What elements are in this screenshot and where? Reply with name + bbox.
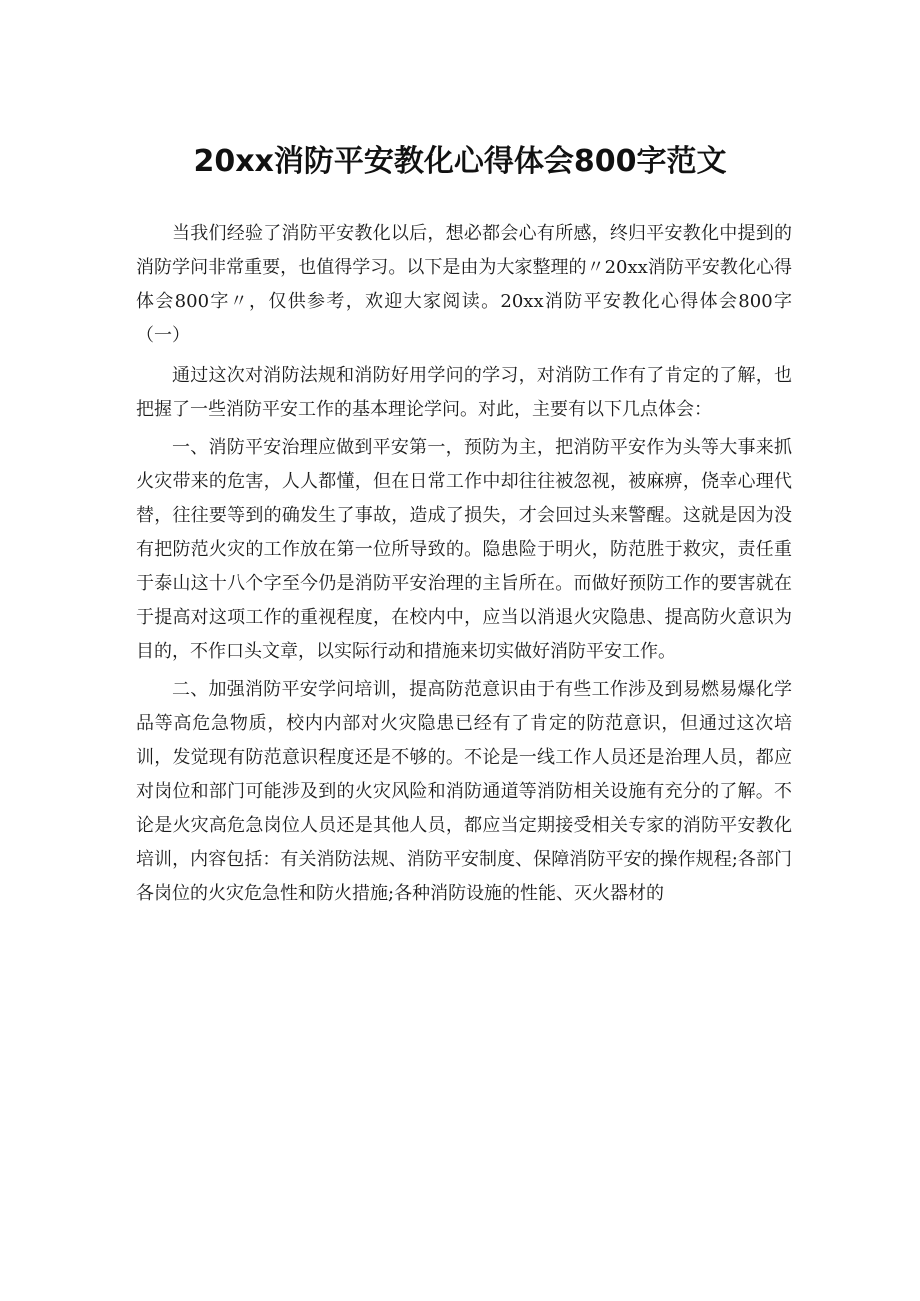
paragraph-point-one: 一、消防平安治理应做到平安第一，预防为主，把消防平安作为头等大事来抓火灾带来的危害，人人都懂，但在日常工作中却往往被忽视，被麻痹，侥幸心理代替，往往要等到的确发生了事故，造成了损失，才会回过头来警醒。这就是因为没有把防范火灾的工作放在第一位所导致的。隐患险于明火，防范胜于救灾，责任重于泰山这十八个字至今仍是消防平安治理的主旨所在。而做好预防工作的要害就在于提高对这项工作的重视程度，在校内中，应当以消退火灾隐患、提高防火意识为目的，不作口头文章，以实际行动和措施来切实做好消防平安工作。 <box>136 437 792 662</box>
paragraph-point-two: 二、加强消防平安学问培训，提高防范意识由于有些工作涉及到易燃易爆化学品等高危急物质，校内内部对火灾隐患已经有了肯定的防范意识，但通过这次培训，发觉现有防范意识程度还是不够的。不论是一线工作人员还是治理人员，都应对岗位和部门可能涉及到的火灾风险和消防通道等消防相关设施有充分的了解。不论是火灾高危急岗位人员还是其他人员，都应当定期接受相关专家的消防平安教化培训，内容包括：有关消防法规、消防平安制度、保障消防平安的操作规程;各部门各岗位的火灾危急性和防火措施;各种消防设施的性能、灭火器材的 <box>136 679 792 904</box>
document-title: 20xx消防平安教化心得体会800字范文 <box>193 144 727 179</box>
document-body <box>136 217 792 915</box>
paragraph-intro: 当我们经验了消防平安教化以后，想必都会心有所感，终归平安教化中提到的消防学问非常重要，也值得学习。以下是由为大家整理的〃20xx消防平安教化心得体会800字〃，仅供参考，欢迎大家阅读。20xx消防平安教化心得体会800字（一） <box>136 223 792 346</box>
paragraph-overview: 通过这次对消防法规和消防好用学问的学习，对消防工作有了肯定的了解，也把握了一些消防平安工作的基本理论学问。对此，主要有以下几点体会： <box>136 365 792 420</box>
